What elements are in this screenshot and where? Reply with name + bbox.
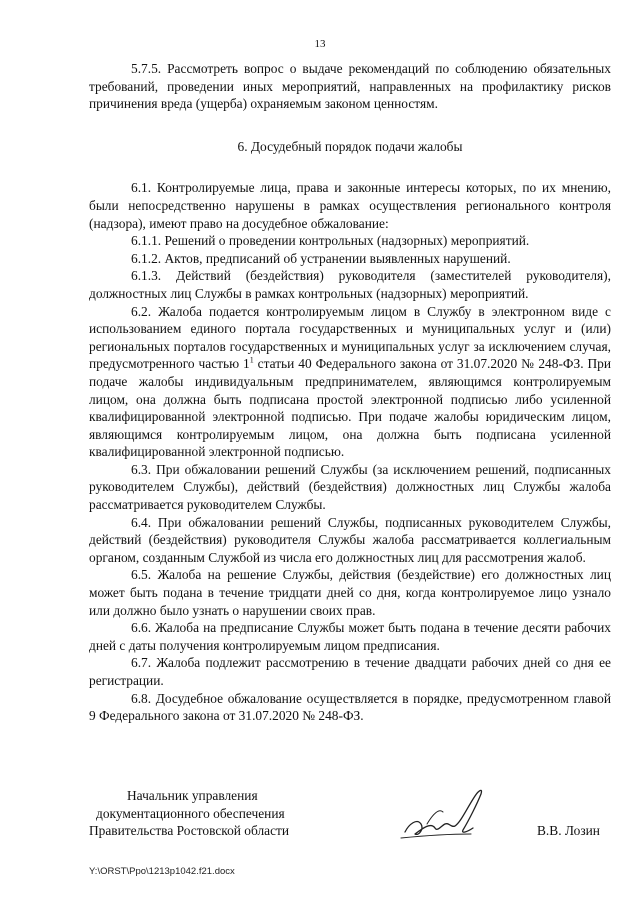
paragraph-6-2 bbox=[89, 303, 611, 461]
handwritten-signature bbox=[397, 784, 497, 852]
document-body bbox=[89, 60, 611, 725]
paragraph-5-7-5: 5.7.5. Рассмотреть вопрос о выдаче рекомендаций по соблюдению обязательных требований, проведении иных мероприятий, направленных на профилактику рисков причинения вреда (ущерба) охраняемым законом ценностям. bbox=[89, 61, 611, 112]
paragraph-6-1: 6.1. Контролируемые лица, права и законные интересы которых, по их мнению, были непосредственно нарушены в рамках осуществления регионального контроля (надзора), имеют право на досудебное обжалование: bbox=[89, 180, 611, 231]
signatory-title-line-1: Начальник управления bbox=[127, 788, 258, 803]
paragraph-6-1-2: 6.1.2. Актов, предписаний об устранении выявленных нарушений. bbox=[131, 250, 511, 266]
paragraph-6-8: 6.8. Досудебное обжалование осуществляется в порядке, предусмотренном главой 9 Федерального закона от 31.07.2020 № 248-ФЗ. bbox=[89, 690, 611, 724]
section-heading-6: 6. Досудебный порядок подачи жалобы bbox=[237, 138, 463, 154]
paragraph-6-1-1: 6.1.1. Решений о проведении контрольных (надзорных) мероприятий. bbox=[131, 233, 530, 249]
signatory-name: В.В. Лозин bbox=[537, 823, 600, 839]
page-number: 13 bbox=[314, 38, 326, 50]
paragraph-6-2-part1: 6.2. Жалоба подается контролируемым лицом в Службу в электронном виде с использованием единого портала государственных и муниципальных услуг и (или) региональных порталов государственных и муниципальных услуг за исключением случая, предусмотренного частью 1 bbox=[89, 303, 611, 372]
paragraph-6-2-superscript: 1 bbox=[249, 355, 254, 365]
signatory-title-line-2: документационного обеспечения bbox=[96, 805, 285, 821]
file-path-footer: Y:\ORST\Ppo\1213p1042.f21.docx bbox=[89, 866, 235, 877]
paragraph-6-2-part2: статьи 40 Федерального закона от 31.07.2020 № 248-ФЗ. При подаче жалобы индивидуальным предпринимателем, являющимся контролируемым лицом, она должна быть подписана простой электронной подписью либо усиленной квалифицированной электронной подписью. При подаче жалобы юридическим лицом, являющимся контролируемым лицом, она должна быть подписана усиленной квалифицированной электронной подписью. bbox=[89, 356, 611, 460]
signatory-title-line-3: Правительства Ростовской области bbox=[89, 823, 290, 839]
paragraph-6-5: 6.5. Жалоба на решение Службы, действия (бездействие) его должностных лиц может быть подана в течение тридцати дней со дня, когда контролируемое лицо узнало или должно было узнать о нарушении своих прав. bbox=[89, 567, 611, 618]
paragraph-6-4: 6.4. При обжаловании решений Службы, подписанных руководителем Службы, действий (бездействия) руководителя Службы жалоба рассматривается коллегиальным органом, созданным Службой из числа его должностных лиц для рассмотрения жалоб. bbox=[89, 514, 611, 565]
paragraph-6-6: 6.6. Жалоба на предписание Службы может быть подана в течение десяти рабочих дней с даты получения контролируемым лицом предписания. bbox=[89, 620, 611, 653]
paragraph-6-3: 6.3. При обжаловании решений Службы (за исключением решений, подписанных руководителем Службы), действий (бездействия) должностных лиц Службы жалоба рассматривается руководителем Службы. bbox=[89, 461, 611, 513]
paragraph-6-1-3: 6.1.3. Действий (бездействия) руководителя (заместителей руководителя), должностных лиц Службы в рамках контрольных (надзорных) мероприятий. bbox=[89, 268, 611, 301]
paragraph-6-7: 6.7. Жалоба подлежит рассмотрению в течение двадцати рабочих дней со дня ее регистрации. bbox=[89, 655, 611, 688]
signature-block bbox=[0, 787, 640, 857]
